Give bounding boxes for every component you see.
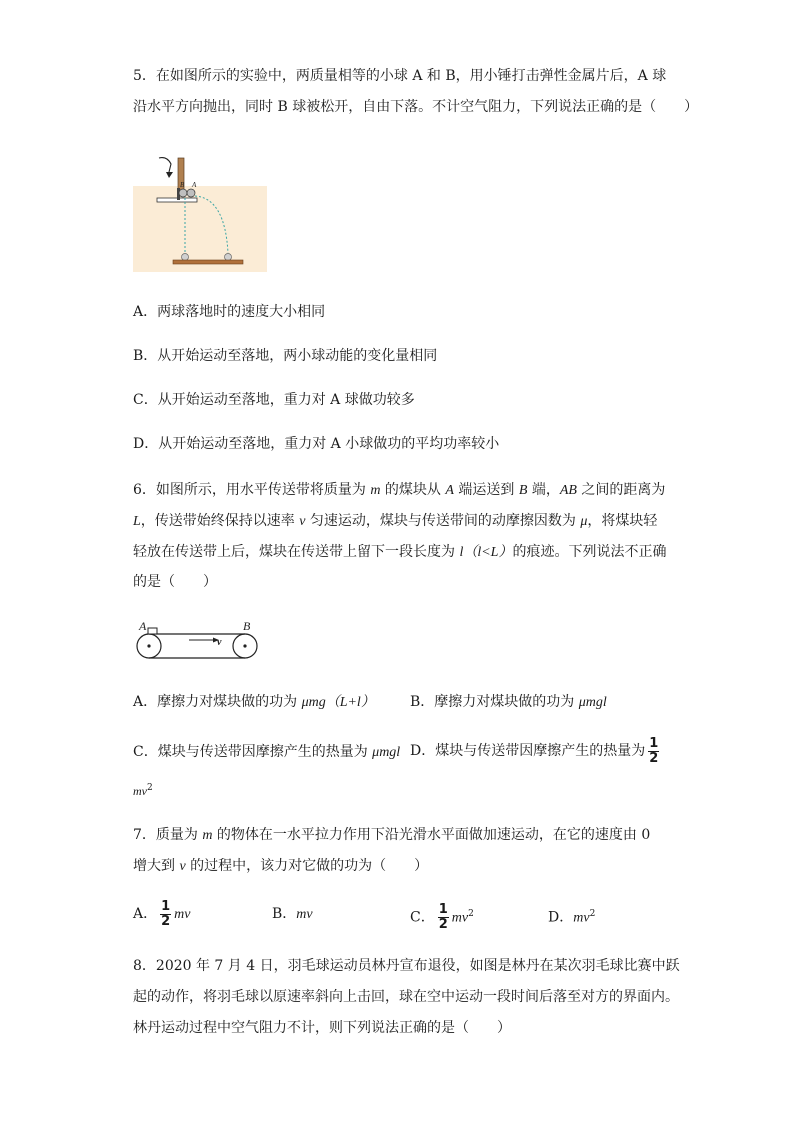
q6-option-a: A．摩擦力对煤块做的功为 μmg（L+l）	[133, 694, 375, 710]
q8-stem-line3: 林丹运动过程中空气阻力不计，则下列说法正确的是（ ）	[133, 1020, 511, 1036]
q5-ground-board	[173, 260, 243, 264]
q5-label-b: B	[180, 181, 185, 189]
q6-option-d-continued: $mv^2$	[133, 783, 153, 798]
q5-projectile-apparatus-figure	[133, 152, 267, 272]
q6-label-v: v	[217, 637, 222, 648]
q7-option-b: B．mv	[272, 906, 313, 922]
q6-stem-line3: 轻放在传送带上后，煤块在传送带上留下一段长度为 l（l<L）的痕迹。下列说法不正确	[133, 544, 667, 560]
q5-option-c: C．从开始运动至落地，重力对 A 球做功较多	[133, 392, 415, 408]
q5-stem-line2: 沿水平方向抛出，同时 B 球被松开，自由下落。不计空气阻力，下列说法正确的是（ ）	[133, 99, 699, 115]
q7-option-d: D．$mv^2$	[548, 909, 596, 926]
q7-option-a: A． $\frac{1}{2}$ mv	[133, 898, 191, 929]
q5-option-b: B．从开始运动至落地，两小球动能的变化量相同	[133, 348, 438, 364]
q6-pulley-b-axle	[243, 644, 246, 647]
q5-hammer-arrowhead	[166, 172, 173, 178]
q6-option-b: B．摩擦力对煤块做的功为 μmgl	[410, 694, 607, 710]
q6-label-a: A	[139, 619, 147, 633]
q6-coal-block	[148, 628, 157, 634]
q6-stem-line2: L，传送带始终保持以速率 v 匀速运动，煤块与传送带间的动摩擦因数为 μ，将煤块轻	[133, 513, 658, 529]
q5-hammer-arrow	[159, 158, 171, 172]
q5-stem-line1: 5．在如图所示的实验中，两质量相等的小球 A 和 B，用小锤打击弹性金属片后，A 球	[133, 68, 667, 84]
q6-stem-line4: 的是（ ）	[133, 574, 217, 590]
q6-conveyor-belt-figure	[133, 618, 263, 662]
q5-ball-b	[179, 189, 187, 197]
q5-option-a: A．两球落地时的速度大小相同	[133, 304, 326, 320]
q7-stem-line1: 7．质量为 m 的物体在一水平拉力作用下沿光滑水平面做加速运动，在它的速度由 0	[133, 827, 651, 843]
q6-label-b: B	[243, 619, 251, 633]
q5-option-d: D．从开始运动至落地，重力对 A 小球做功的平均功率较小	[133, 436, 500, 452]
q6-stem-line1: 6．如图所示，用水平传送带将质量为 m 的煤块从 A 端运送到 B 端，AB 之间的距离为	[133, 482, 666, 498]
q8-stem-line1: 8．2020 年 7 月 4 日，羽毛球运动员林丹宣布退役，如图是林丹在某次羽毛球比赛中跃	[133, 958, 680, 974]
q5-ball-b-landed	[182, 254, 189, 261]
q5-figure-background	[133, 186, 267, 272]
q8-stem-line2: 起的动作，将羽毛球以原速率斜向上击回，球在空中运动一段时间后落至对方的界面内。	[133, 989, 679, 1005]
q5-label-a: A	[192, 181, 197, 189]
q6-pulley-a-axle	[147, 644, 150, 647]
q7-option-c: C． $\frac{1}{2}$ $mv^2$	[410, 902, 474, 933]
q5-ball-a	[187, 189, 195, 197]
q6-option-d-fraction: $\frac{1}{2}$	[649, 735, 659, 766]
q5-ball-a-landed	[225, 254, 232, 261]
q6-option-d: D．煤块与传送带因摩擦产生的热量为 $\frac{1}{2}$	[410, 735, 659, 766]
q7-stem-line2: 增大到 v 的过程中，该力对它做的功为（ ）	[133, 858, 429, 874]
q6-option-c: C．煤块与传送带因摩擦产生的热量为 μmgl	[133, 744, 401, 760]
